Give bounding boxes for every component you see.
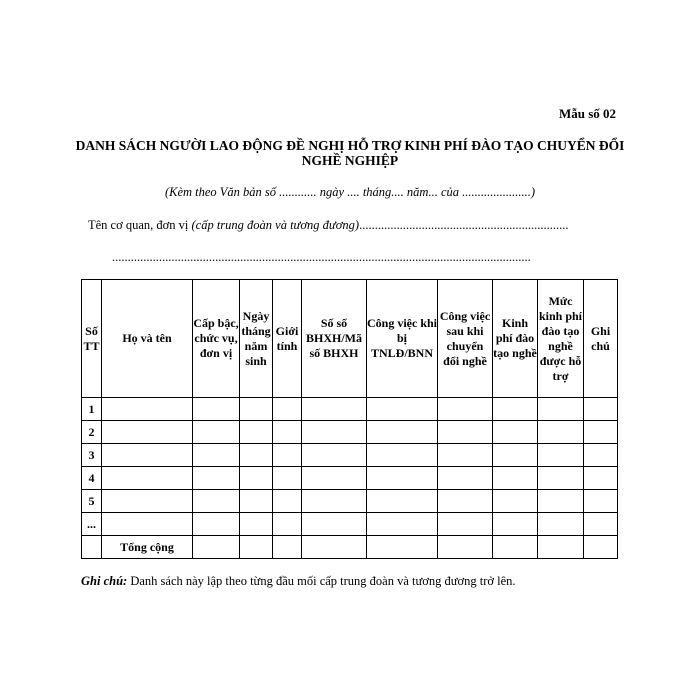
col-header-stt: Số TT — [82, 280, 102, 398]
col-header-gender: Giới tính — [273, 280, 302, 398]
col-header-note: Ghi chú — [584, 280, 618, 398]
row-number: 3 — [82, 444, 102, 467]
row-number: 4 — [82, 467, 102, 490]
table-total-row — [82, 536, 618, 559]
agency-dots: ................................................................... — [359, 218, 569, 232]
form-number: Mẫu số 02 — [558, 106, 616, 121]
table-row — [82, 444, 618, 467]
table-row — [82, 467, 618, 490]
table-header-row — [82, 280, 618, 398]
agency-line — [88, 218, 628, 233]
footnote-label: Ghi chú: — [81, 574, 128, 588]
table-row — [82, 398, 618, 421]
row-number: 1 — [82, 398, 102, 421]
col-header-training-cost: Kinh phí đào tạo nghề — [493, 280, 538, 398]
col-header-insurance-no: Số sổ BHXH/Mã số BHXH — [302, 280, 367, 398]
agency-label: Tên cơ quan, đơn vị — [88, 218, 192, 232]
col-header-dob: Ngày tháng năm sinh — [240, 280, 273, 398]
row-number: 5 — [82, 490, 102, 513]
document-subtitle: (Kèm theo Văn bản số ............ ngày .... tháng.... năm... của ......................) — [164, 185, 536, 199]
row-number: ... — [82, 513, 102, 536]
agency-dots-line2: ...................................................................................................................................... — [112, 250, 531, 264]
table-row — [82, 513, 618, 536]
total-label: Tổng cộng — [102, 536, 193, 559]
col-header-rank: Cấp bậc, chức vụ, đơn vị — [193, 280, 240, 398]
col-header-job-at-accident: Công việc khi bị TNLĐ/BNN — [367, 280, 438, 398]
row-number: 2 — [82, 421, 102, 444]
col-header-name: Họ và tên — [102, 280, 193, 398]
footnote — [81, 574, 516, 589]
table-row — [82, 490, 618, 513]
col-header-support-amount: Mức kinh phí đào tạo nghề được hỗ trợ — [538, 280, 584, 398]
col-header-job-after: Công việc sau khi chuyển đổi nghề — [438, 280, 493, 398]
footnote-text: Danh sách này lập theo từng đầu mối cấp trung đoàn và tương đương trở lên. — [127, 574, 516, 588]
table-row — [82, 421, 618, 444]
employee-list-table — [81, 279, 618, 559]
agency-note: (cấp trung đoàn và tương đương) — [191, 218, 360, 232]
document-title: DANH SÁCH NGƯỜI LAO ĐỘNG ĐỀ NGHỊ HỖ TRỢ KINH PHÍ ĐÀO TẠO CHUYỂN ĐỔI NGHỀ NGHIỆP — [75, 138, 625, 168]
